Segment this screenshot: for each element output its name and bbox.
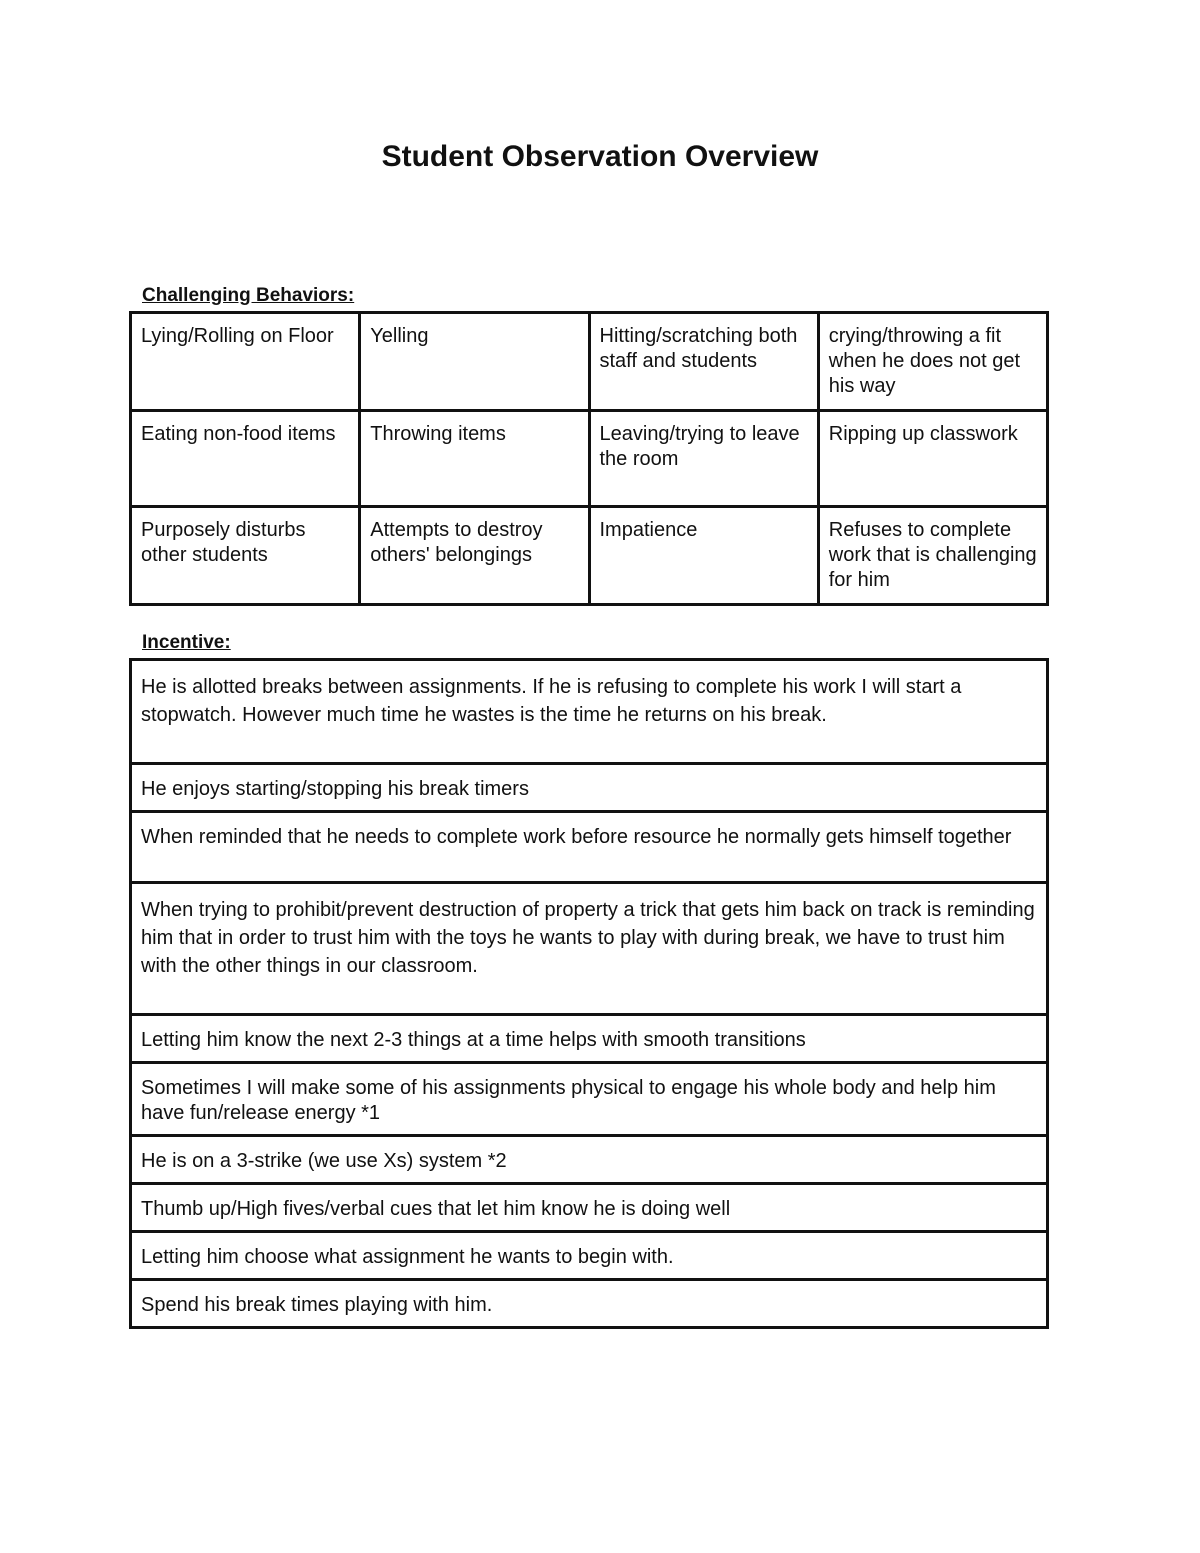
behavior-cell: Refuses to complete work that is challenging for him <box>818 507 1047 605</box>
incentive-cell: Letting him choose what assignment he wants to begin with. <box>131 1232 1048 1280</box>
table-row <box>131 883 1048 1015</box>
incentives-table <box>129 658 1049 1329</box>
table-row <box>131 660 1048 764</box>
incentive-cell: Letting him know the next 2-3 things at a time helps with smooth transitions <box>131 1015 1048 1063</box>
behavior-cell: Hitting/scratching both staff and students <box>589 313 818 411</box>
incentive-cell: When reminded that he needs to complete work before resource he normally gets himself together <box>131 812 1048 883</box>
behavior-cell: Ripping up classwork <box>818 411 1047 507</box>
table-row <box>131 1015 1048 1063</box>
table-row <box>131 1184 1048 1232</box>
behavior-cell: Attempts to destroy others' belongings <box>360 507 589 605</box>
incentive-cell: Sometimes I will make some of his assignments physical to engage his whole body and help him have fun/release energy *1 <box>131 1063 1048 1136</box>
behavior-cell: Leaving/trying to leave the room <box>589 411 818 507</box>
incentive-cell: He is allotted breaks between assignments. If he is refusing to complete his work I will start a stopwatch. However much time he wastes is the time he returns on his break. <box>131 660 1048 764</box>
behavior-cell: Lying/Rolling on Floor <box>131 313 360 411</box>
page-title: Student Observation Overview <box>381 140 819 173</box>
behavior-cell: Throwing items <box>360 411 589 507</box>
incentive-cell: When trying to prohibit/prevent destruction of property a trick that gets him back on track is reminding him that in order to trust him with the toys he wants to play with during break, we have to trust him with the other things in our classroom. <box>131 883 1048 1015</box>
table-row <box>131 764 1048 812</box>
table-row <box>131 1063 1048 1136</box>
incentive-cell: Thumb up/High fives/verbal cues that let him know he is doing well <box>131 1184 1048 1232</box>
incentive-cell: He is on a 3-strike (we use Xs) system *2 <box>131 1136 1048 1184</box>
table-row <box>131 313 1048 411</box>
table-row <box>131 411 1048 507</box>
table-row <box>131 1136 1048 1184</box>
incentive-cell: Spend his break times playing with him. <box>131 1280 1048 1328</box>
challenging-behaviors-table <box>129 311 1049 606</box>
behavior-cell: Purposely disturbs other students <box>131 507 360 605</box>
behavior-cell: Eating non-food items <box>131 411 360 507</box>
behavior-cell: crying/throwing a fit when he does not get his way <box>818 313 1047 411</box>
table-row <box>131 1280 1048 1328</box>
table-row <box>131 812 1048 883</box>
table-row <box>131 507 1048 605</box>
incentive-heading: Incentive: <box>142 632 231 653</box>
behavior-cell: Impatience <box>589 507 818 605</box>
challenging-behaviors-heading: Challenging Behaviors: <box>142 285 355 306</box>
behavior-cell: Yelling <box>360 313 589 411</box>
table-row <box>131 1232 1048 1280</box>
incentive-cell: He enjoys starting/stopping his break timers <box>131 764 1048 812</box>
